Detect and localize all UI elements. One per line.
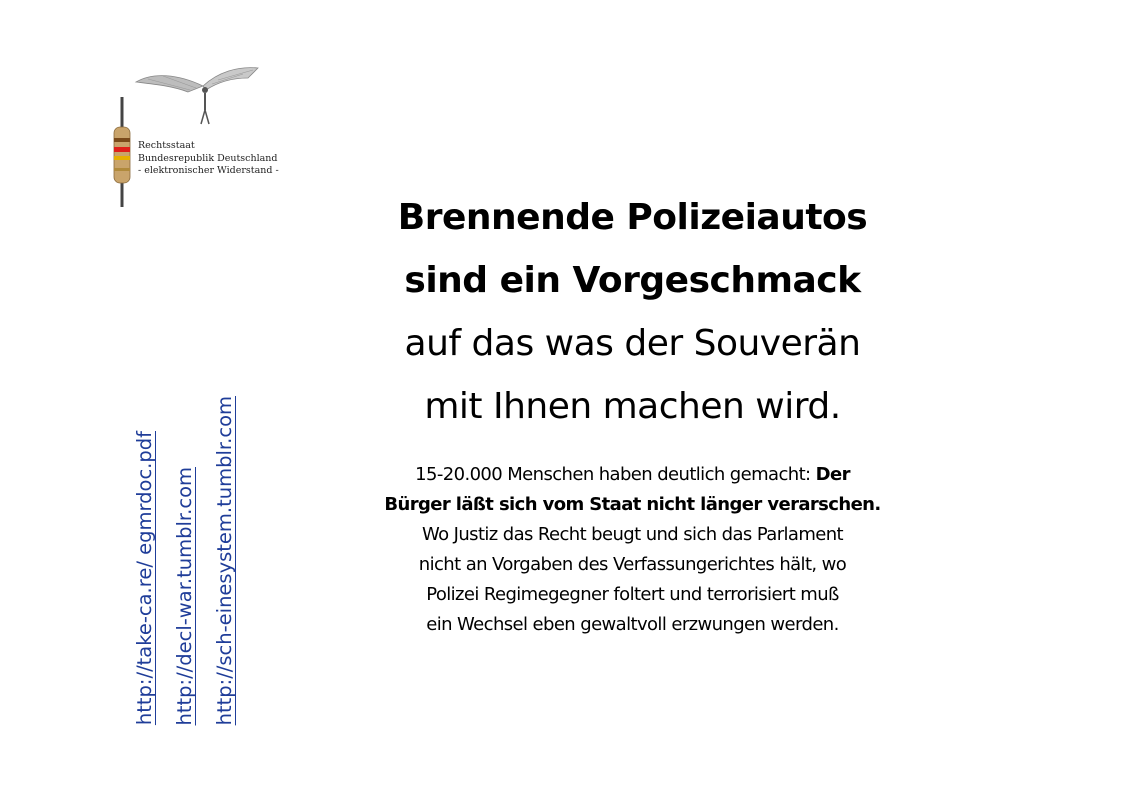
glider-resistor-logo-icon [108,52,298,212]
body-line-3: Wo Justiz das Recht beugt und sich das Parlament [421,524,844,545]
link-sch-einesystem[interactable]: http://sch-einesystem.tumblr.com [213,395,236,725]
headline-line-3: auf das was der Souverän [404,323,861,364]
body-line-4: nicht an Vorgaben des Verfassungerichtes hält, wo [418,554,847,575]
vertical-links [125,280,245,725]
headline-bold-line-1: Brennende Polizeiautos [397,197,868,238]
logo [108,52,298,212]
link-egmrdoc[interactable]: http://take-ca.re/ egmrdoc.pdf [133,430,156,725]
body-line-1 [330,460,935,490]
body-line-6: ein Wechsel eben gewaltvoll erzwungen werden. [426,614,839,635]
main-content [330,186,935,640]
headline-bold-line-2: sind ein Vorgeschmack [404,260,861,301]
body-line-2-bold: Bürger läßt sich vom Staat nicht länger verarschen. [384,494,881,515]
logo-line-2: Bundesrepublik Deutschland [138,152,278,164]
link-decl-war[interactable]: http://decl-war.tumblr.com [173,466,196,725]
logo-line-3: - elektronischer Widerstand - [138,165,279,176]
body-text [330,460,935,640]
headline [330,186,935,438]
body-line-1-bold: Der [815,464,850,485]
body-line-5: Polizei Regimegegner foltert und terrorisiert muß [426,584,839,605]
headline-line-4: mit Ihnen machen wird. [424,386,841,427]
logo-line-1: Rechtsstaat [138,140,195,151]
body-line-1-prefix: 15-20.000 Menschen haben deutlich gemacht: [415,464,816,485]
body-line-2 [330,490,935,520]
